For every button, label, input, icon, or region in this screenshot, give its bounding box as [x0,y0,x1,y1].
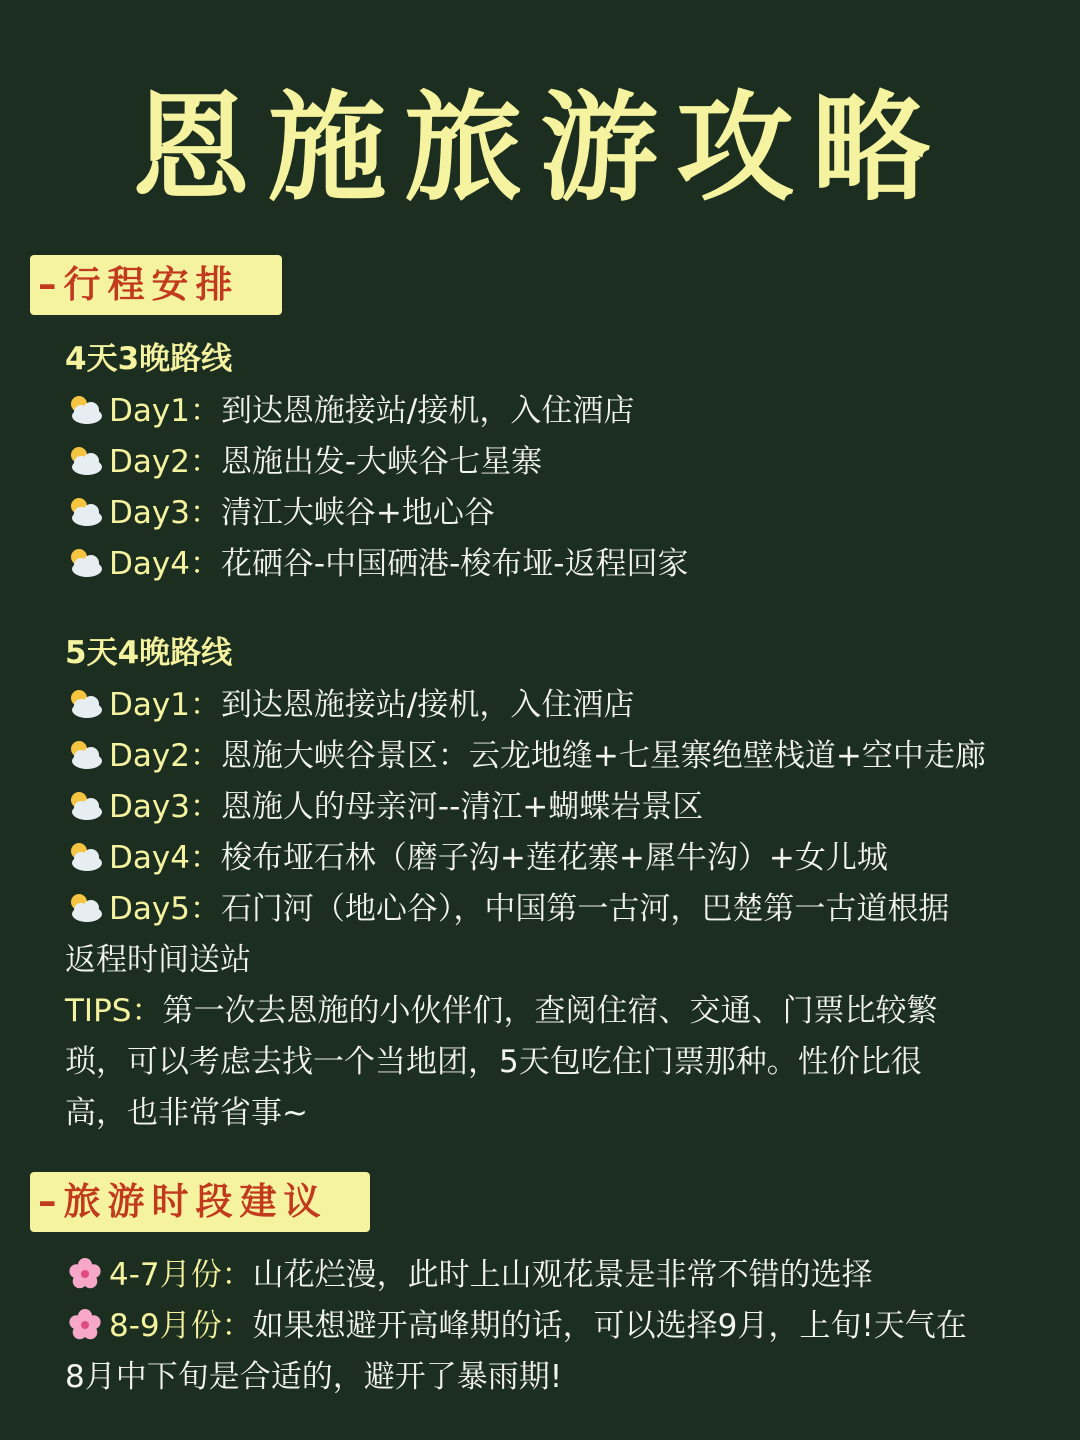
cherry-blossom-icon [65,1308,105,1342]
sun-behind-cloud-icon [65,546,105,580]
period-item-2 [65,1301,967,1351]
sun-behind-cloud-icon [65,393,105,427]
tips-text: 第一次去恩施的小伙伴们，查阅住宿、交通、门票比较繁 [162,993,938,1029]
day-text: 恩施出发-大峡谷七星寨 [220,444,543,480]
period-text: 山花烂漫，此时上山观花景是非常不错的选择 [252,1257,873,1293]
sun-behind-cloud-icon [65,495,105,529]
sun-behind-cloud-icon [65,444,105,478]
route4-day4-line [65,539,689,589]
day-text: 石门河（地心谷），中国第一古河，巴楚第一古道根据 [220,891,950,927]
tips-line-2: 琐，可以考虑去找一个当地团，5天包吃住门票那种。性价比很 [65,1044,922,1080]
section-header-travel-period: –旅游时段建议 [30,1172,370,1232]
route-5-day-subtitle: 5天4晚路线 [65,635,233,671]
sun-behind-cloud-icon [65,789,105,823]
page-title: 恩施旅游攻略 [131,79,948,217]
day-label: Day2： [109,444,221,480]
day-text: 花硒谷-中国硒港-梭布垭-返程回家 [220,546,689,582]
section-header-itinerary: –行程安排 [30,255,282,315]
route4-day1-line [65,386,634,436]
day-text: 清江大峡谷+地心谷 [220,495,495,531]
period-text: 如果想避开高峰期的话，可以选择9月，上旬!天气在 [252,1308,967,1344]
cherry-blossom-icon [65,1257,105,1291]
day-text: 恩施人的母亲河--清江+蝴蝶岩景区 [220,789,704,825]
period-continuation: 8月中下旬是合适的，避开了暴雨期! [65,1359,563,1395]
day-label: Day3： [109,789,221,825]
route4-day2-line [65,437,542,487]
route5-day5-line [65,884,949,934]
day-label: Day4： [109,840,221,876]
day-label: Day1： [109,687,221,723]
sun-behind-cloud-icon [65,891,105,925]
tips-line-1 [65,986,937,1036]
route4-day3-line [65,488,495,538]
period-label: 8-9月份： [109,1308,253,1344]
route5-day3-line [65,782,703,832]
day-label: Day1： [109,393,221,429]
day-text: 梭布垭石林（磨子沟+莲花寨+犀牛沟）+女儿城 [220,840,888,876]
route5-day2-line [65,731,986,781]
route5-continuation: 返程时间送站 [65,942,251,978]
day-label: Day2： [109,738,221,774]
period-label: 4-7月份： [109,1257,253,1293]
day-text: 到达恩施接站/接机，入住酒店 [220,393,635,429]
day-text: 到达恩施接站/接机，入住酒店 [220,687,635,723]
day-label: Day3： [109,495,221,531]
day-label: Day4： [109,546,221,582]
day-text: 恩施大峡谷景区：云龙地缝+七星寨绝壁栈道+空中走廊 [220,738,986,774]
sun-behind-cloud-icon [65,738,105,772]
route5-day1-line [65,680,634,730]
sun-behind-cloud-icon [65,840,105,874]
route-4-day-subtitle: 4天3晚路线 [65,341,233,377]
sun-behind-cloud-icon [65,687,105,721]
tips-line-3: 高，也非常省事~ [65,1095,308,1131]
day-label: Day5： [109,891,221,927]
tips-label: TIPS： [65,993,163,1029]
route5-day4-line [65,833,888,883]
period-item-1 [65,1250,873,1300]
